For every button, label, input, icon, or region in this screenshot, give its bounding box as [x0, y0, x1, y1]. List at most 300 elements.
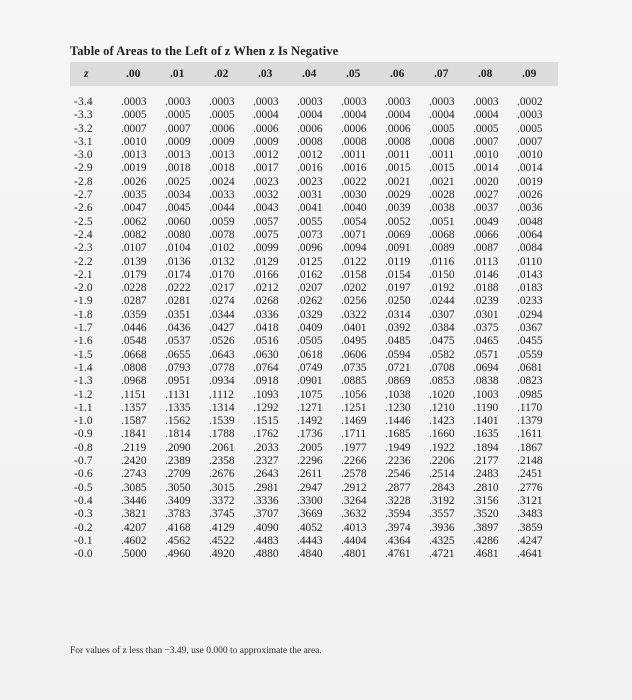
area-value-cell: .1423 — [429, 415, 455, 428]
area-value-cell: .3336 — [253, 494, 279, 507]
z-value-cell: -2.7 — [74, 189, 93, 202]
area-value-cell: .0028 — [429, 189, 455, 202]
area-value-cell: .1977 — [341, 441, 367, 454]
area-value-cell: .3372 — [209, 494, 235, 507]
area-value-cell: .0136 — [165, 255, 191, 268]
area-value-cell: .2676 — [209, 468, 235, 481]
z-value-cell: -1.8 — [74, 308, 93, 321]
area-value-cell: .3557 — [429, 508, 455, 521]
area-value-cell: .1314 — [209, 401, 235, 414]
z-value-cell: -1.2 — [74, 388, 93, 401]
area-value-cell: .0025 — [165, 175, 191, 188]
area-value-cell: .0015 — [429, 162, 455, 175]
area-value-cell: .0764 — [253, 361, 279, 374]
area-value-cell: .0606 — [341, 348, 367, 361]
area-value-cell: .2206 — [429, 455, 455, 468]
z-value-cell: -2.9 — [74, 162, 93, 175]
area-value-cell: .0475 — [429, 335, 455, 348]
area-value-cell: .0838 — [473, 375, 499, 388]
area-value-cell: .2810 — [473, 481, 499, 494]
column-header: .05 — [346, 68, 361, 80]
area-value-cell: .0003 — [253, 96, 279, 108]
area-value-cell: .0054 — [341, 215, 367, 228]
area-value-cell: .2061 — [209, 441, 235, 454]
area-value-cell: .0409 — [297, 322, 323, 335]
area-value-cell: .0485 — [385, 335, 411, 348]
area-value-cell: .0012 — [253, 149, 279, 162]
area-value-cell: .0004 — [341, 109, 367, 122]
area-value-cell: .1210 — [429, 401, 455, 414]
area-value-cell: .4641 — [517, 548, 543, 561]
area-value-cell: .2090 — [165, 441, 191, 454]
area-value-cell: .0901 — [297, 375, 323, 388]
area-value-cell: .2578 — [341, 468, 367, 481]
area-value-cell: .4721 — [429, 548, 455, 561]
area-value-cell: .2177 — [473, 455, 499, 468]
z-value-cell: -1.0 — [74, 415, 93, 428]
area-value-cell: .0069 — [385, 228, 411, 241]
area-value-cell: .0024 — [209, 175, 235, 188]
area-value-cell: .0307 — [429, 308, 455, 321]
z-value-cell: -0.9 — [74, 428, 93, 441]
area-value-cell: .3121 — [517, 494, 543, 507]
area-value-cell: .0006 — [385, 122, 411, 135]
area-value-cell: .0017 — [253, 162, 279, 175]
area-value-cell: .2119 — [121, 441, 147, 454]
area-value-cell: .1230 — [385, 401, 411, 414]
area-value-cell: .1841 — [121, 428, 147, 441]
area-value-cell: .0618 — [297, 348, 323, 361]
area-value-cell: .0023 — [297, 175, 323, 188]
area-value-cell: .2877 — [385, 481, 411, 494]
area-value-cell: .0749 — [297, 361, 323, 374]
z-value-cell: -1.9 — [74, 295, 93, 308]
area-value-cell: .0007 — [165, 122, 191, 135]
area-value-cell: .0010 — [121, 135, 147, 148]
area-value-cell: .0047 — [121, 202, 147, 215]
z-value-cell: -2.1 — [74, 268, 93, 281]
table-header-row — [70, 62, 558, 86]
area-value-cell: .0007 — [517, 135, 543, 148]
area-value-cell: .0336 — [253, 308, 279, 321]
table-row — [70, 548, 558, 561]
table-row — [70, 508, 558, 521]
area-value-cell: .1075 — [297, 388, 323, 401]
area-value-cell: .1539 — [209, 415, 235, 428]
area-value-cell: .0006 — [297, 122, 323, 135]
area-value-cell: .0212 — [253, 282, 279, 295]
table-row — [70, 349, 558, 362]
area-value-cell: .0329 — [297, 308, 323, 321]
area-value-cell: .0537 — [165, 335, 191, 348]
area-value-cell: .0516 — [253, 335, 279, 348]
area-value-cell: .4052 — [297, 521, 323, 534]
area-value-cell: .2611 — [297, 468, 323, 481]
area-value-cell: .0885 — [341, 375, 367, 388]
table-row — [70, 242, 558, 255]
area-value-cell: .0080 — [165, 228, 191, 241]
area-value-cell: .0059 — [209, 215, 235, 228]
area-value-cell: .0113 — [473, 255, 499, 268]
area-value-cell: .0004 — [297, 109, 323, 122]
area-value-cell: .1357 — [121, 401, 147, 414]
area-value-cell: .4364 — [385, 534, 411, 547]
table-row — [70, 256, 558, 269]
area-value-cell: .4286 — [473, 534, 499, 547]
area-value-cell: .3897 — [473, 521, 499, 534]
area-value-cell: .0107 — [121, 242, 147, 255]
area-value-cell: .0005 — [429, 122, 455, 135]
area-value-cell: .1949 — [385, 441, 411, 454]
area-value-cell: .0228 — [121, 282, 147, 295]
area-value-cell: .4325 — [429, 534, 455, 547]
area-value-cell: .4801 — [341, 548, 367, 561]
area-value-cell: .0244 — [429, 295, 455, 308]
area-value-cell: .0019 — [121, 162, 147, 175]
area-value-cell: .3745 — [209, 508, 235, 521]
area-value-cell: .1003 — [473, 388, 499, 401]
area-value-cell: .0446 — [121, 322, 147, 335]
area-value-cell: .1562 — [165, 415, 191, 428]
z-value-cell: -3.4 — [74, 96, 93, 108]
area-value-cell: .0322 — [341, 308, 367, 321]
area-value-cell: .0031 — [297, 189, 323, 202]
area-value-cell: .4404 — [341, 534, 367, 547]
area-value-cell: .2148 — [517, 455, 543, 468]
z-table-container — [70, 62, 558, 561]
table-row — [70, 229, 558, 242]
area-value-cell: .3707 — [253, 508, 279, 521]
area-value-cell: .3446 — [121, 494, 147, 507]
area-value-cell: .2483 — [473, 468, 499, 481]
area-value-cell: .0033 — [209, 189, 235, 202]
area-value-cell: .0014 — [473, 162, 499, 175]
area-value-cell: .0018 — [209, 162, 235, 175]
table-row — [70, 149, 558, 162]
table-row — [70, 109, 558, 122]
area-value-cell: .3632 — [341, 508, 367, 521]
area-value-cell: .1056 — [341, 388, 367, 401]
area-value-cell: .0003 — [165, 96, 191, 108]
column-header: .04 — [302, 68, 317, 80]
table-row — [70, 123, 558, 136]
area-value-cell: .3859 — [517, 521, 543, 534]
table-row — [70, 295, 558, 308]
area-value-cell: .4129 — [209, 521, 235, 534]
area-value-cell: .3821 — [121, 508, 147, 521]
table-row — [70, 482, 558, 495]
area-value-cell: .2420 — [121, 455, 147, 468]
z-value-cell: -3.0 — [74, 149, 93, 162]
area-value-cell: .0150 — [429, 268, 455, 281]
table-row — [70, 282, 558, 295]
area-value-cell: .2005 — [297, 441, 323, 454]
area-value-cell: .0020 — [473, 175, 499, 188]
area-value-cell: .0005 — [209, 109, 235, 122]
area-value-cell: .0655 — [165, 348, 191, 361]
table-row — [70, 202, 558, 215]
area-value-cell: .0934 — [209, 375, 235, 388]
z-value-cell: -2.3 — [74, 242, 93, 255]
area-value-cell: .0005 — [473, 122, 499, 135]
area-value-cell: .0708 — [429, 361, 455, 374]
area-value-cell: .0026 — [517, 189, 543, 202]
z-value-cell: -0.2 — [74, 521, 93, 534]
area-value-cell: .0027 — [473, 189, 499, 202]
table-row — [70, 216, 558, 229]
column-header: .00 — [126, 68, 141, 80]
area-value-cell: .2709 — [165, 468, 191, 481]
z-value-cell: -3.1 — [74, 135, 93, 148]
area-value-cell: .0026 — [121, 175, 147, 188]
area-value-cell: .0016 — [341, 162, 367, 175]
area-value-cell: .0179 — [121, 268, 147, 281]
area-value-cell: .1660 — [429, 428, 455, 441]
area-value-cell: .4443 — [297, 534, 323, 547]
area-value-cell: .0030 — [341, 189, 367, 202]
area-value-cell: .0526 — [209, 335, 235, 348]
area-value-cell: .0008 — [297, 135, 323, 148]
area-value-cell: .0102 — [209, 242, 235, 255]
area-value-cell: .0038 — [429, 202, 455, 215]
z-value-cell: -0.5 — [74, 481, 93, 494]
table-row — [70, 468, 558, 481]
area-value-cell: .0146 — [473, 268, 499, 281]
area-value-cell: .0344 — [209, 308, 235, 321]
area-value-cell: .0007 — [121, 122, 147, 135]
area-value-cell: .0037 — [473, 202, 499, 215]
area-value-cell: .0022 — [341, 175, 367, 188]
area-value-cell: .0004 — [253, 109, 279, 122]
area-value-cell: .3156 — [473, 494, 499, 507]
area-value-cell: .0154 — [385, 268, 411, 281]
area-value-cell: .0119 — [385, 255, 411, 268]
area-value-cell: .0281 — [165, 295, 191, 308]
area-value-cell: .0392 — [385, 322, 411, 335]
area-value-cell: .1151 — [121, 388, 147, 401]
table-row — [70, 362, 558, 375]
area-value-cell: .3594 — [385, 508, 411, 521]
area-value-cell: .0015 — [385, 162, 411, 175]
area-value-cell: .3974 — [385, 521, 411, 534]
area-value-cell: .1131 — [165, 388, 191, 401]
z-value-cell: -2.2 — [74, 255, 93, 268]
area-value-cell: .2843 — [429, 481, 455, 494]
area-value-cell: .1292 — [253, 401, 279, 414]
area-value-cell: .0367 — [517, 322, 543, 335]
z-value-cell: -2.5 — [74, 215, 93, 228]
area-value-cell: .0668 — [121, 348, 147, 361]
area-value-cell: .1170 — [517, 401, 543, 414]
area-value-cell: .0089 — [429, 242, 455, 255]
area-value-cell: .0287 — [121, 295, 147, 308]
area-value-cell: .0004 — [429, 109, 455, 122]
area-value-cell: .0455 — [517, 335, 543, 348]
column-header: .07 — [434, 68, 449, 80]
area-value-cell: .0694 — [473, 361, 499, 374]
area-value-cell: .0011 — [385, 149, 411, 162]
area-value-cell: .1685 — [385, 428, 411, 441]
area-value-cell: .0003 — [517, 109, 543, 122]
area-value-cell: .2296 — [297, 455, 323, 468]
area-value-cell: .0384 — [429, 322, 455, 335]
table-row — [70, 162, 558, 175]
area-value-cell: .0104 — [165, 242, 191, 255]
area-value-cell: .0010 — [473, 149, 499, 162]
table-row — [70, 309, 558, 322]
area-value-cell: .0096 — [297, 242, 323, 255]
area-value-cell: .0003 — [385, 96, 411, 108]
area-value-cell: .0256 — [341, 295, 367, 308]
area-value-cell: .1788 — [209, 428, 235, 441]
table-row — [70, 389, 558, 402]
area-value-cell: .0301 — [473, 308, 499, 321]
area-value-cell: .0091 — [385, 242, 411, 255]
area-value-cell: .0019 — [517, 175, 543, 188]
area-value-cell: .2981 — [253, 481, 279, 494]
area-value-cell: .4247 — [517, 534, 543, 547]
area-value-cell: .0006 — [253, 122, 279, 135]
column-header: .06 — [390, 68, 405, 80]
area-value-cell: .0005 — [121, 109, 147, 122]
area-value-cell: .0985 — [517, 388, 543, 401]
area-value-cell: .0073 — [297, 228, 323, 241]
table-row — [70, 522, 558, 535]
area-value-cell: .0075 — [253, 228, 279, 241]
area-value-cell: .0087 — [473, 242, 499, 255]
area-value-cell: .0778 — [209, 361, 235, 374]
area-value-cell: .0207 — [297, 282, 323, 295]
z-value-cell: -1.5 — [74, 348, 93, 361]
area-value-cell: .0032 — [253, 189, 279, 202]
area-value-cell: .0166 — [253, 268, 279, 281]
z-value-cell: -0.7 — [74, 455, 93, 468]
area-value-cell: .4602 — [121, 534, 147, 547]
area-value-cell: .0125 — [297, 255, 323, 268]
area-value-cell: .0853 — [429, 375, 455, 388]
area-value-cell: .0808 — [121, 361, 147, 374]
area-value-cell: .0869 — [385, 375, 411, 388]
area-value-cell: .0139 — [121, 255, 147, 268]
area-value-cell: .0495 — [341, 335, 367, 348]
area-value-cell: .0029 — [385, 189, 411, 202]
area-value-cell: .0084 — [517, 242, 543, 255]
area-value-cell: .1922 — [429, 441, 455, 454]
z-value-cell: -3.3 — [74, 109, 93, 122]
area-value-cell: .0188 — [473, 282, 499, 295]
area-value-cell: .0014 — [517, 162, 543, 175]
column-header-z: z — [84, 68, 89, 80]
area-value-cell: .1587 — [121, 415, 147, 428]
area-value-cell: .0011 — [429, 149, 455, 162]
area-value-cell: .0375 — [473, 322, 499, 335]
area-value-cell: .1093 — [253, 388, 279, 401]
area-value-cell: .0008 — [341, 135, 367, 148]
area-value-cell: .2643 — [253, 468, 279, 481]
z-value-cell: -1.4 — [74, 361, 93, 374]
area-value-cell: .0066 — [473, 228, 499, 241]
area-value-cell: .4090 — [253, 521, 279, 534]
area-value-cell: .0049 — [473, 215, 499, 228]
area-value-cell: .3228 — [385, 494, 411, 507]
area-value-cell: .0116 — [429, 255, 455, 268]
area-value-cell: .0968 — [121, 375, 147, 388]
area-value-cell: .1401 — [473, 415, 499, 428]
table-row — [70, 455, 558, 468]
z-value-cell: -2.0 — [74, 282, 93, 295]
area-value-cell: .0057 — [253, 215, 279, 228]
area-value-cell: .1492 — [297, 415, 323, 428]
area-value-cell: .0064 — [517, 228, 543, 241]
area-value-cell: .1867 — [517, 441, 543, 454]
area-value-cell: .1736 — [297, 428, 323, 441]
area-value-cell: .4483 — [253, 534, 279, 547]
area-value-cell: .0643 — [209, 348, 235, 361]
z-value-cell: -1.7 — [74, 322, 93, 335]
area-value-cell: .4920 — [209, 548, 235, 561]
area-value-cell: .0006 — [209, 122, 235, 135]
area-value-cell: .3409 — [165, 494, 191, 507]
area-value-cell: .2912 — [341, 481, 367, 494]
area-value-cell: .2327 — [253, 455, 279, 468]
area-value-cell: .0239 — [473, 295, 499, 308]
z-value-cell: -0.3 — [74, 508, 93, 521]
area-value-cell: .1762 — [253, 428, 279, 441]
footnote: For values of z less than −3.49, use 0.000 to approximate the area. — [70, 646, 322, 656]
area-value-cell: .0630 — [253, 348, 279, 361]
area-value-cell: .4761 — [385, 548, 411, 561]
area-value-cell: .3015 — [209, 481, 235, 494]
area-value-cell: .0129 — [253, 255, 279, 268]
area-value-cell: .3085 — [121, 481, 147, 494]
area-value-cell: .0294 — [517, 308, 543, 321]
area-value-cell: .3520 — [473, 508, 499, 521]
area-value-cell: .0268 — [253, 295, 279, 308]
area-value-cell: .2266 — [341, 455, 367, 468]
area-value-cell: .0012 — [297, 149, 323, 162]
area-value-cell: .0003 — [209, 96, 235, 108]
area-value-cell: .0465 — [473, 335, 499, 348]
area-value-cell: .0010 — [517, 149, 543, 162]
area-value-cell: .0005 — [165, 109, 191, 122]
table-row — [70, 86, 558, 109]
area-value-cell: .3300 — [297, 494, 323, 507]
area-value-cell: .0418 — [253, 322, 279, 335]
area-value-cell: .0004 — [473, 109, 499, 122]
area-value-cell: .0004 — [385, 109, 411, 122]
area-value-cell: .0099 — [253, 242, 279, 255]
area-value-cell: .0005 — [517, 122, 543, 135]
area-value-cell: .0401 — [341, 322, 367, 335]
area-value-cell: .0016 — [297, 162, 323, 175]
area-value-cell: .3050 — [165, 481, 191, 494]
area-value-cell: .0034 — [165, 189, 191, 202]
table-row — [70, 442, 558, 455]
area-value-cell: .0351 — [165, 308, 191, 321]
table-row — [70, 189, 558, 202]
area-value-cell: .0951 — [165, 375, 191, 388]
area-value-cell: .0262 — [297, 295, 323, 308]
table-row — [70, 428, 558, 441]
area-value-cell: .0082 — [121, 228, 147, 241]
area-value-cell: .0035 — [121, 189, 147, 202]
z-value-cell: -0.8 — [74, 441, 93, 454]
table-row — [70, 402, 558, 415]
area-value-cell: .2743 — [121, 468, 147, 481]
area-value-cell: .0436 — [165, 322, 191, 335]
area-value-cell: .0202 — [341, 282, 367, 295]
area-value-cell: .0571 — [473, 348, 499, 361]
